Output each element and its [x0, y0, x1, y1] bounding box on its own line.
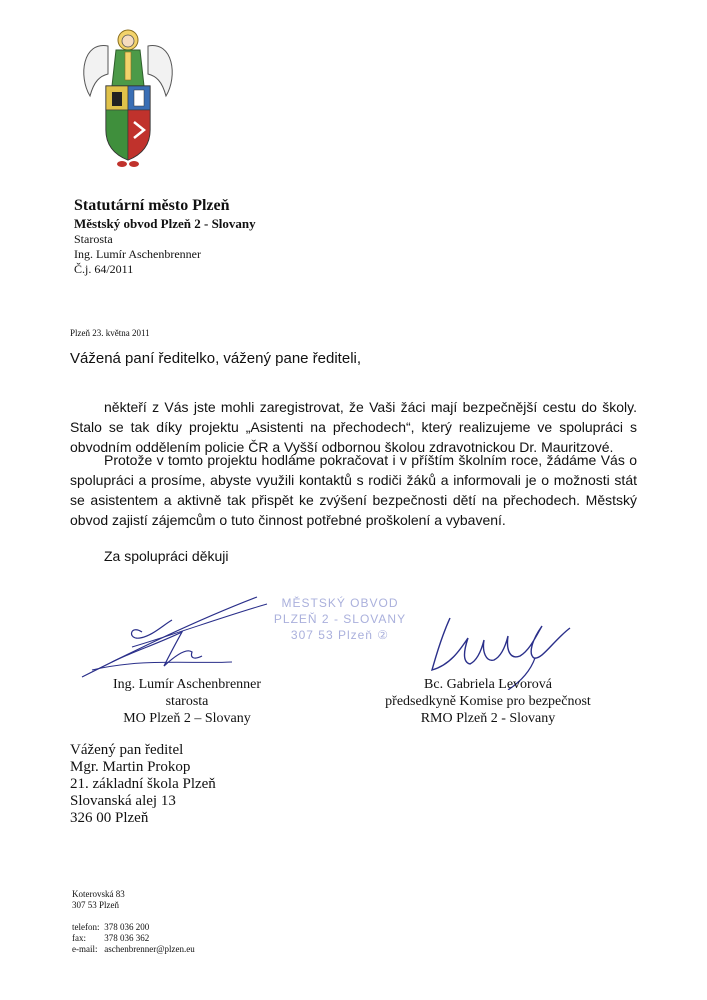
office-stamp — [270, 595, 410, 643]
stamp-line-3: 307 53 Plzeň ② — [290, 628, 390, 642]
letterhead-city: Statutární město Plzeň — [74, 197, 230, 214]
recipient-line-5: 326 00 Plzeň — [70, 810, 149, 826]
body-paragraph-1: někteří z Vás jste mohli zaregistrovat, že Vaši žáci mají bezpečnější cestu do školy. Stalo se tak díky projektu „Asistenti na přechodech“, který realizujeme ve spolupráci s obvodním oddělením policie ČR a Vyšší odbornou školou zdravotnickou Dr. Mauritzové. — [70, 399, 637, 455]
footer-phone-row — [72, 922, 195, 933]
reference-number: Č.j. 64/2011 — [74, 262, 134, 276]
recipient-line-2: Mgr. Martin Prokop — [70, 759, 191, 775]
stamp-line-2: PLZEŇ 2 - SLOVANY — [273, 612, 407, 626]
fax-number: 378 036 362 — [104, 933, 150, 943]
letterhead-role: Starosta — [74, 232, 113, 246]
signatory-2 — [378, 676, 598, 727]
closing: Za spolupráci děkuji — [104, 548, 229, 564]
signatory-1 — [102, 676, 272, 727]
phone-label: telefon: — [72, 922, 100, 932]
footer-email-row — [72, 944, 195, 955]
coat-of-arms-logo — [78, 26, 178, 168]
footer-postal: 307 53 Plzeň — [72, 900, 119, 910]
signatory-1-org: MO Plzeň 2 – Slovany — [123, 711, 251, 726]
email-address: aschenbrenner@plzen.eu — [104, 944, 195, 954]
letter-date: Plzeň 23. května 2011 — [70, 328, 150, 338]
recipient-line-1: Vážený pan ředitel — [70, 742, 184, 758]
footer-contact — [72, 889, 195, 955]
signatory-2-name: Bc. Gabriela Levorová — [424, 677, 552, 692]
signature-aschenbrenner — [72, 592, 272, 682]
recipient-address — [70, 742, 216, 827]
stamp-line-1: MĚSTSKÝ OBVOD — [281, 596, 399, 610]
fax-label: fax: — [72, 933, 86, 943]
recipient-line-4: Slovanská alej 13 — [70, 793, 176, 809]
body-paragraph-2: Protože v tomto projektu hodláme pokračovat i v příštím školním roce, žádáme Vás o spolupráci a prosíme, abyste využili kontaktů s rodiči žáků a informovali je o možnosti stát se asistentem a aktivně tak přispět ke zvýšení bezpečnosti dětí na přechodech. Městský obvod zajistí zájemcům o tuto činnost potřebné proškolení a vybavení. — [70, 452, 637, 528]
signatory-1-title: starosta — [165, 694, 209, 709]
signatory-2-org: RMO Plzeň 2 - Slovany — [420, 711, 556, 726]
footer-fax-row — [72, 933, 195, 944]
letterhead-district: Městský obvod Plzeň 2 - Slovany — [74, 216, 256, 231]
recipient-line-3: 21. základní škola Plzeň — [70, 776, 216, 792]
salutation: Vážená paní ředitelko, vážený pane řediteli, — [70, 350, 362, 367]
phone-number: 378 036 200 — [104, 922, 150, 932]
letterhead-name: Ing. Lumír Aschenbrenner — [74, 247, 201, 261]
signatory-1-name: Ing. Lumír Aschenbrenner — [112, 677, 262, 692]
footer-street: Koterovská 83 — [72, 889, 125, 899]
signatory-2-title: předsedkyně Komise pro bezpečnost — [385, 694, 591, 709]
email-label: e-mail: — [72, 944, 98, 954]
